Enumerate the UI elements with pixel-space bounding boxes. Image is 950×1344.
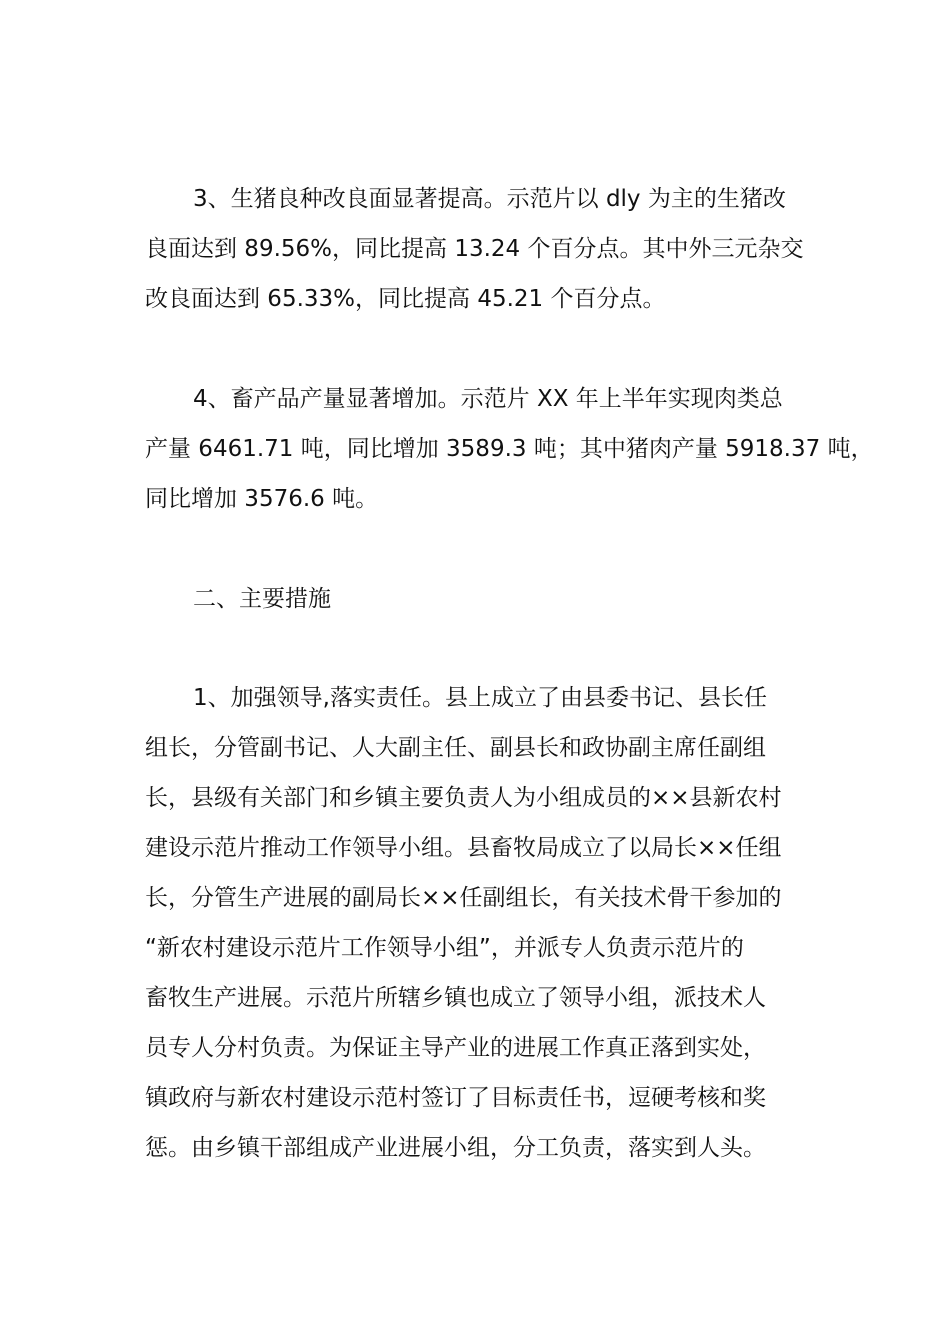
paragraph-4-line-9: 镇政府与新农村建设示范村签订了目标责任书，逗硬考核和奖 xyxy=(145,1085,766,1111)
paragraph-1-line-1: 3、生猪良种改良面显著提高。示范片以 dly 为主的生猪改 xyxy=(193,186,786,212)
paragraph-2-line-1: 4、畜产品产量显著增加。示范片 XX 年上半年实现肉类总 xyxy=(193,386,783,412)
paragraph-2-line-2: 产量 6461.71 吨，同比增加 3589.3 吨；其中猪肉产量 5918.37 吨， xyxy=(145,436,874,462)
paragraph-4-line-3: 长，县级有关部门和乡镇主要负责人为小组成员的××县新农村 xyxy=(145,785,782,811)
paragraph-4-line-10: 惩。由乡镇干部组成产业进展小组，分工负责，落实到人头。 xyxy=(145,1135,766,1161)
paragraph-2-line-3: 同比增加 3576.6 吨。 xyxy=(145,486,379,512)
paragraph-4-line-4: 建设示范片推动工作领导小组。县畜牧局成立了以局长××任组 xyxy=(145,835,782,861)
paragraph-4-line-7: 畜牧生产进展。示范片所辖乡镇也成立了领导小组，派技术人 xyxy=(145,985,766,1011)
paragraph-1-line-2: 良面达到 89.56%，同比提高 13.24 个百分点。其中外三元杂交 xyxy=(145,236,804,262)
paragraph-4-line-5: 长，分管生产进展的副局长××任副组长，有关技术骨干参加的 xyxy=(145,885,782,911)
section-heading: 二、主要措施 xyxy=(193,586,331,612)
paragraph-4-line-8: 员专人分村负责。为保证主导产业的进展工作真正落到实处， xyxy=(145,1035,766,1061)
paragraph-4-line-2: 组长，分管副书记、人大副主任、副县长和政协副主席任副组 xyxy=(145,735,766,761)
paragraph-4-line-1: 1、加强领导,落实责任。县上成立了由县委书记、县长任 xyxy=(193,685,767,711)
paragraph-4-line-6: “新农村建设示范片工作领导小组”，并派专人负责示范片的 xyxy=(145,935,744,961)
paragraph-1-line-3: 改良面达到 65.33%，同比提高 45.21 个百分点。 xyxy=(145,286,666,312)
